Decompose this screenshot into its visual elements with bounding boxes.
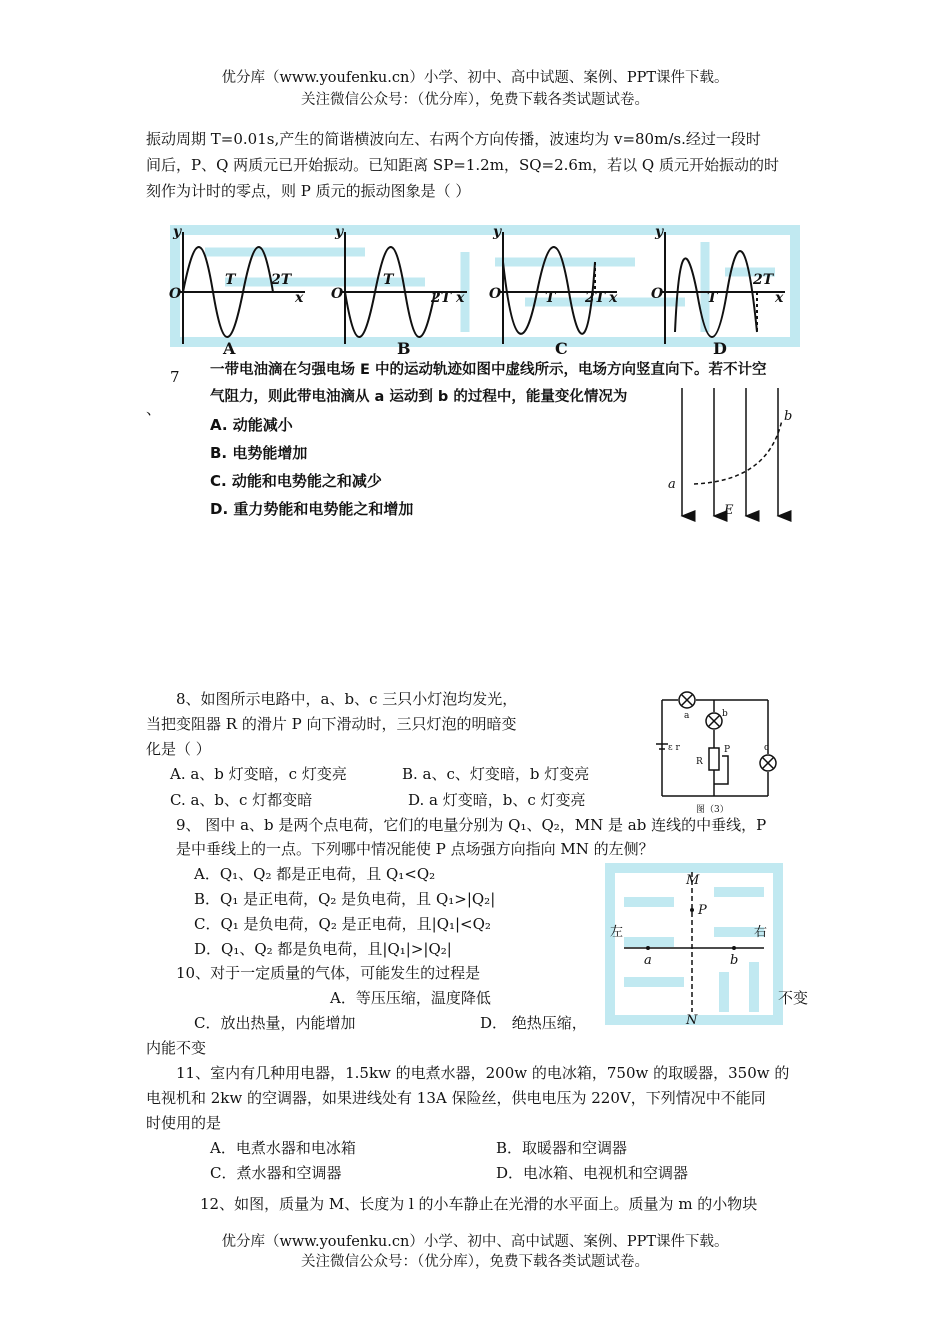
graph-a-origin: O [169,286,182,302]
q6-vibration-graphs [165,222,805,362]
graph-c-option: C [555,339,568,358]
q8-option-d: D. a 灯变暗，b、c 灯变亮 [408,791,586,809]
q9-charge-a: a [644,953,652,968]
q7-option-c: C. 动能和电势能之和减少 [210,472,382,490]
q7-line-1: 一带电油滴在匀强电场 E 中的运动轨迹如图中虚线所示，电场方向竖直向下。若不计空 [210,362,767,378]
q7-point-a: a [668,477,676,492]
q11-line-3: 时使用的是 [146,1114,222,1132]
q10-line-1: 10、对于一定质量的气体，可能发生的过程是 [176,964,481,982]
q9-option-d: D．Q₁、Q₂ 都是负电荷，且|Q₁|>|Q₂| [194,940,452,958]
q8-line-1: 8、如图所示电路中，a、b、c 三只小灯泡均发光， [176,690,518,708]
q11-line-1: 11、室内有几种用电器，1.5kw 的电煮水器，200w 的电冰箱，750w 的取暖器，350w 的 [176,1064,790,1082]
q12-line-1: 12、如图，质量为 M、长度为 l 的小车静止在光滑的水平面上。质量为 m 的小物块 [200,1195,758,1213]
q6-line-3: 刻作为计时的零点，则 P 质元的振动图象是（ ） [146,182,471,200]
graph-d-x-label: x [775,290,784,306]
q6-line-1: 振动周期 T=0.01s,产生的简谐横波向左、右两个方向传播，波速均为 v=80m/s.经过一段时 [146,130,761,148]
q9-line-1: 9、 图中 a、b 是两个点电荷，它们的电量分别为 Q₁、Q₂，MN 是 ab 连线的中垂线，P [176,816,767,834]
graph-c-x-label: x [609,290,618,306]
q11-option-c: C．煮水器和空调器 [210,1164,342,1182]
q7-field-diagram [660,384,800,524]
q7-number: 7 [170,368,180,386]
q9-line-2: 是中垂线上的一点。下列哪中情况能使 P 点场强方向指向 MN 的左侧？ [176,840,654,858]
graph-b-y-label: y [335,224,344,240]
q8-option-c: C. a、b、c 灯都变暗 [170,791,313,809]
q9-option-c: C．Q₁ 是负电荷，Q₂ 是正电荷，且|Q₁|<Q₂ [194,915,491,933]
q8-option-a: A. a、b 灯变暗，c 灯变亮 [170,765,347,783]
footer-line-2: 关注微信公众号：（优分库），免费下载各类试题试卷。 [301,1254,649,1270]
q10-option-d: D． 绝热压缩， [480,1014,587,1032]
q8-lamp-b-label: b [722,709,728,719]
q10-option-a: A．等压压缩，温度降低 [330,989,491,1007]
graph-b-2t-x-label: 2T x [431,290,465,306]
graph-a-2t-label: 2T [271,272,292,288]
q9-option-b: B．Q₁ 是正电荷，Q₂ 是负电荷，且 Q₁>|Q₂| [194,890,496,908]
q9-option-a: A．Q₁、Q₂ 都是正电荷，且 Q₁<Q₂ [194,865,436,883]
q8-line-2: 当把变阻器 R 的滑片 P 向下滑动时，三只灯泡的明暗变 [146,715,517,733]
q9-point-n: N [686,1013,698,1026]
watermark-pattern [610,868,778,1020]
q8-slider-label: P [724,745,731,755]
graph-c-2t-label: 2T [585,290,606,306]
q8-line-3: 化是（ ） [146,740,211,758]
q9-point-m: M [686,873,700,888]
q7-option-b: B. 电势能增加 [210,444,308,462]
q8-figure-caption: 图（3） [696,805,729,814]
header-line-1: 优分库（www.youfenku.cn）小学、初中、高中试题、案例、PPT课件下载。 [221,70,729,86]
q9-right-label: 右 [754,925,768,940]
q10-option-b-tail: 不变 [778,989,809,1007]
q10-option-c: C．放出热量，内能增加 [194,1014,356,1032]
graph-a-t-label: T [225,272,236,288]
q7-option-a: A. 动能减小 [210,416,293,434]
watermark-pattern [175,230,795,342]
graph-d-origin: O [651,286,664,302]
graph-d [661,232,785,344]
q11-option-a: A．电煮水器和电冰箱 [210,1139,356,1157]
graph-b-option: B [397,339,411,358]
q10-tail: 内能不变 [146,1039,207,1057]
graph-d-t-label: T [707,290,718,306]
q7-line-2: 气阻力，则此带电油滴从 a 运动到 b 的过程中，能量变化情况为 [210,389,628,405]
q8-lamp-c-label: c [764,743,770,753]
q11-line-2: 电视机和 2kw 的空调器，如果进线处有 13A 保险丝，供电电压为 220V，下列情况中不能同 [146,1089,766,1107]
q9-left-label: 左 [610,925,624,940]
header-line-2: 关注微信公众号：（优分库），免费下载各类试题试卷。 [301,92,649,108]
q7-field-e: E [724,503,734,518]
graph-c [499,232,617,344]
q8-circuit-diagram [652,688,782,814]
q9-point-p: P [698,903,707,918]
graph-b-t-label: T [383,272,394,288]
q8-lamp-a-label: a [684,711,690,721]
q7-mark: 、 [146,400,162,418]
graph-a-y-label: y [173,224,182,240]
q7-point-b: b [784,409,793,424]
graph-c-origin: O [489,286,502,302]
q7-option-d: D. 重力势能和电势能之和增加 [210,500,414,518]
q8-resistor-label: R [696,757,703,767]
graph-d-2t-label: 2T [753,272,774,288]
graph-c-t-label: T [545,290,556,306]
q11-option-d: D．电冰箱、电视机和空调器 [496,1164,689,1182]
graph-c-y-label: y [493,224,502,240]
graph-a-x-label: x [295,290,304,306]
q11-option-b: B．取暖器和空调器 [496,1139,628,1157]
graph-b-origin: O [331,286,344,302]
footer-line-1: 优分库（www.youfenku.cn）小学、初中、高中试题、案例、PPT课件下载。 [221,1234,729,1250]
q6-line-2: 间后，P、Q 两质元已开始振动。已知距离 SP=1.2m，SQ=2.6m，若以 Q 质元开始振动的时 [146,156,779,174]
graph-d-option: D [713,339,727,358]
q8-option-b: B. a、c、灯变暗，b 灯变亮 [402,765,590,783]
q9-charge-b: b [730,953,739,968]
graph-a-option: A [223,339,236,358]
graph-d-y-label: y [655,224,664,240]
q9-charge-diagram [604,862,784,1026]
q8-battery-label: ε r [668,743,680,753]
